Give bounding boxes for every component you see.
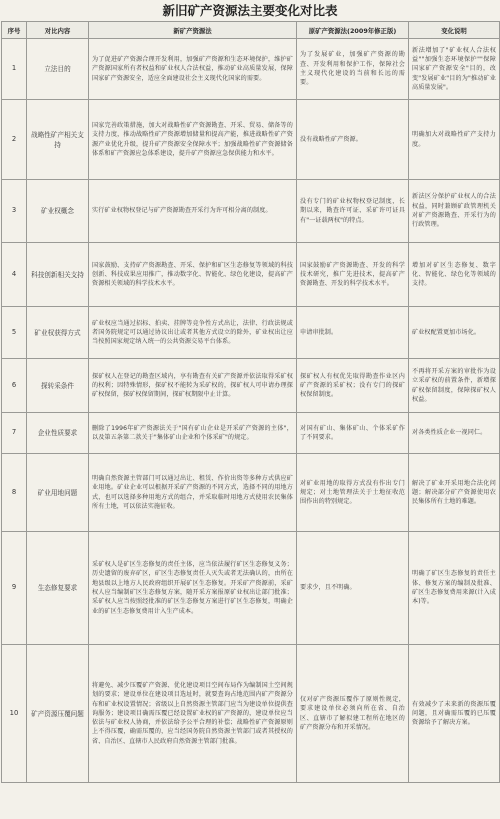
row-topic: 矿业权获得方式 xyxy=(27,307,89,359)
row-index: 4 xyxy=(2,243,27,307)
header-old-law: 原矿产资源法(2009年修正版) xyxy=(297,22,409,39)
row-index: 1 xyxy=(2,39,27,100)
row-change: 不再将开采方案的审批作为设立采矿权的前置条件，新增探矿权保留制度，保障探矿权人权益。 xyxy=(409,359,500,413)
row-topic: 探转采条件 xyxy=(27,359,89,413)
row-old-law: 对国有矿山、集体矿山、个体采矿作了不同要求。 xyxy=(297,413,409,454)
document-title: 新旧矿产资源法主要变化对比表 xyxy=(162,3,338,18)
row-topic: 企业性质要求 xyxy=(27,413,89,454)
table-row xyxy=(2,39,500,100)
header-topic: 对比内容 xyxy=(27,22,89,39)
row-topic: 矿产资源压覆问题 xyxy=(27,645,89,783)
row-index: 10 xyxy=(2,645,27,783)
row-change: 明确加大对战略性矿产支持力度。 xyxy=(409,100,500,180)
row-old-law: 申请审批制。 xyxy=(297,307,409,359)
row-new-law: 探矿权人在登记的勘查区域内，享有勘查有关矿产资源并依法取得采矿权的权利；因特殊情形，探矿权不能转为采矿权的，探矿权人可申请办理探矿权保留，探矿权保留期间，探矿权期限中止计算。 xyxy=(89,359,297,413)
row-topic: 战略性矿产相关支持 xyxy=(27,100,89,180)
header-new-law: 新矿产资源法 xyxy=(89,22,297,39)
table-row xyxy=(2,307,500,359)
row-new-law: 明确自然资源主管部门可以通过出让、租赁、作价出资等多种方式供应矿业用地。矿业企业可以根据开采矿产资源的不同方式，选择不同的用地方式，也可以选择多种用地方式的组合，并采取临时用地方式使用农民集体所有土地，可以依法实施征收。 xyxy=(89,454,297,532)
row-old-law: 探矿权人有权优先取得勘查作业区内矿产资源的采矿权；没有专门的探矿权保留制度。 xyxy=(297,359,409,413)
row-new-law: 采矿权人是矿区生态修复的责任主体，应当依法履行矿区生态修复义务；历史遗留的废弃矿区，矿区生态修复责任人灭失或者无法确认的，由所在地县级以上地方人民政府组织开展矿区生态修复。开采矿产资源前，采矿权人应当编制矿区生态修复方案，随开采方案报原矿业权出让部门批准；采矿权人应当按照经批准的矿区生态修复方案进行矿区生态修复，明确企业的矿区生态修复费用计入生产成本。 xyxy=(89,532,297,645)
row-index: 5 xyxy=(2,307,27,359)
row-old-law: 国家鼓励矿产资源勘查、开发的科学技术研究，推广先进技术，提高矿产资源勘查、开发的科学技术水平。 xyxy=(297,243,409,307)
row-new-law: 实行矿业权物权登记与矿产资源勘查开采行为许可相分离的制度。 xyxy=(89,180,297,243)
table-header-row xyxy=(2,22,500,39)
row-change: 新法增加了"矿业权人合法权益""加强生态环境保护""保障国家矿产资源安全"目的，改变"发展矿业"目的为"推动矿业高质量发展"。 xyxy=(409,39,500,100)
table-row xyxy=(2,243,500,307)
row-topic: 立法目的 xyxy=(27,39,89,100)
row-old-law: 对矿业用地的取得方式没有作出专门规定；对土地管理法关于土地征收范围作出的特别规定。 xyxy=(297,454,409,532)
row-old-law: 要求少，且不明确。 xyxy=(297,532,409,645)
header-change: 变化说明 xyxy=(409,22,500,39)
row-topic: 科技创新相关支持 xyxy=(27,243,89,307)
row-change: 有效减少了未来新的资源压覆问题，且对确需压覆的已压覆资源给予了解决方案。 xyxy=(409,645,500,783)
row-topic: 生态修复要求 xyxy=(27,532,89,645)
row-index: 6 xyxy=(2,359,27,413)
row-change: 增加对矿区生态修复、数字化、智能化、绿色化等领域的支持。 xyxy=(409,243,500,307)
table-row xyxy=(2,180,500,243)
table-row xyxy=(2,454,500,532)
row-change: 解决了矿业开采用地合法化问题；解决部分矿产资源使用农民集体所有土地的难题。 xyxy=(409,454,500,532)
row-new-law: 删除了1996年矿产资源法关于"国有矿山企业是开采矿产资源的主体"，以及第五条第二款关于"集体矿山企业和个体采矿"的规定。 xyxy=(89,413,297,454)
row-new-law: 将避免、减少压覆矿产资源、优化建设项目空间布局作为编制国土空间规划的要求；建设单位在建设项目选址时，就要查询占地范围内矿产资源分布和矿业权设置情况；省级以上自然资源主管部门应当为建设单位提供查询服务；建设项目确需压覆已经设置矿业权的矿产资源的，建设单位应当依法与矿业权人协商，并依法给予公平合理的补偿；战略性矿产资源原则上不得压覆，确需压覆的，应当经国务院自然资源主管部门或者其授权的省、自治区、直辖市人民政府自然资源主管部门批准。 xyxy=(89,645,297,783)
row-new-law: 国家鼓励、支持矿产资源勘查、开采、保护和矿区生态修复等领域的科技创新、科技成果应用推广，推动数字化、智能化、绿色化建设，提高矿产资源相关领域的科学技术水平。 xyxy=(89,243,297,307)
table-row xyxy=(2,645,500,783)
row-index: 7 xyxy=(2,413,27,454)
row-index: 2 xyxy=(2,100,27,180)
row-old-law: 为了发展矿业，加强矿产资源的勘查、开发利用和保护工作，保障社会主义现代化建设的当前和长远的需要。 xyxy=(297,39,409,100)
row-new-law: 矿业权应当通过招标、拍卖、挂牌等竞争性方式出让，法律、行政法规或者国务院规定可以通过协议出让或者其他方式设立的除外，矿业权出让应当按照国家规定纳入统一的公共资源交易平台体系。 xyxy=(89,307,297,359)
row-change: 对各类性质企业一视同仁。 xyxy=(409,413,500,454)
row-change: 明确了矿区生态修复的责任主体、修复方案的编制及批准、矿区生态修复费用来源(计入成本)等。 xyxy=(409,532,500,645)
row-change: 新法区分保护矿业权人的合法权益，同时兼顾矿政管理机关对矿产资源勘查、开采行为的行政管理。 xyxy=(409,180,500,243)
row-index: 8 xyxy=(2,454,27,532)
table-row xyxy=(2,413,500,454)
row-new-law: 为了促进矿产资源合理开发利用，加强矿产资源和生态环境保护，维护矿产资源国家所有者权益和矿业权人合法权益，推动矿业高质量发展，保障国家矿产资源安全，适应全面建设社会主义现代化国家的需要。 xyxy=(89,39,297,100)
comparison-table xyxy=(1,21,500,783)
table-row xyxy=(2,359,500,413)
row-old-law: 没有专门的矿业权物权登记制度，长期以来，勘查许可证、采矿许可证具有"一证载两权"的特点。 xyxy=(297,180,409,243)
row-topic: 矿业权概念 xyxy=(27,180,89,243)
row-old-law: 没有战略性矿产资源。 xyxy=(297,100,409,180)
row-index: 3 xyxy=(2,180,27,243)
row-change: 矿业权配置更加市场化。 xyxy=(409,307,500,359)
table-row xyxy=(2,532,500,645)
row-old-law: 仅对矿产资源压覆作了原则性规定，要求建设单位必须向所在省、自治区、直辖市了解拟建工程所在地区的矿产资源分布和开采情况。 xyxy=(297,645,409,783)
row-index: 9 xyxy=(2,532,27,645)
header-index: 序号 xyxy=(2,22,27,39)
row-topic: 矿业用地问题 xyxy=(27,454,89,532)
row-new-law: 国家完善政策措施，加大对战略性矿产资源勘查、开采、贸易、储备等的支持力度，推动战略性矿产资源增加储量和提高产能，推进战略性矿产资源产业优化升级，提升矿产资源安全保障水平；加强战略性矿产资源储备体系和矿产资源应急体系建设，提升矿产资源应急保供能力和水平。 xyxy=(89,100,297,180)
table-row xyxy=(2,100,500,180)
